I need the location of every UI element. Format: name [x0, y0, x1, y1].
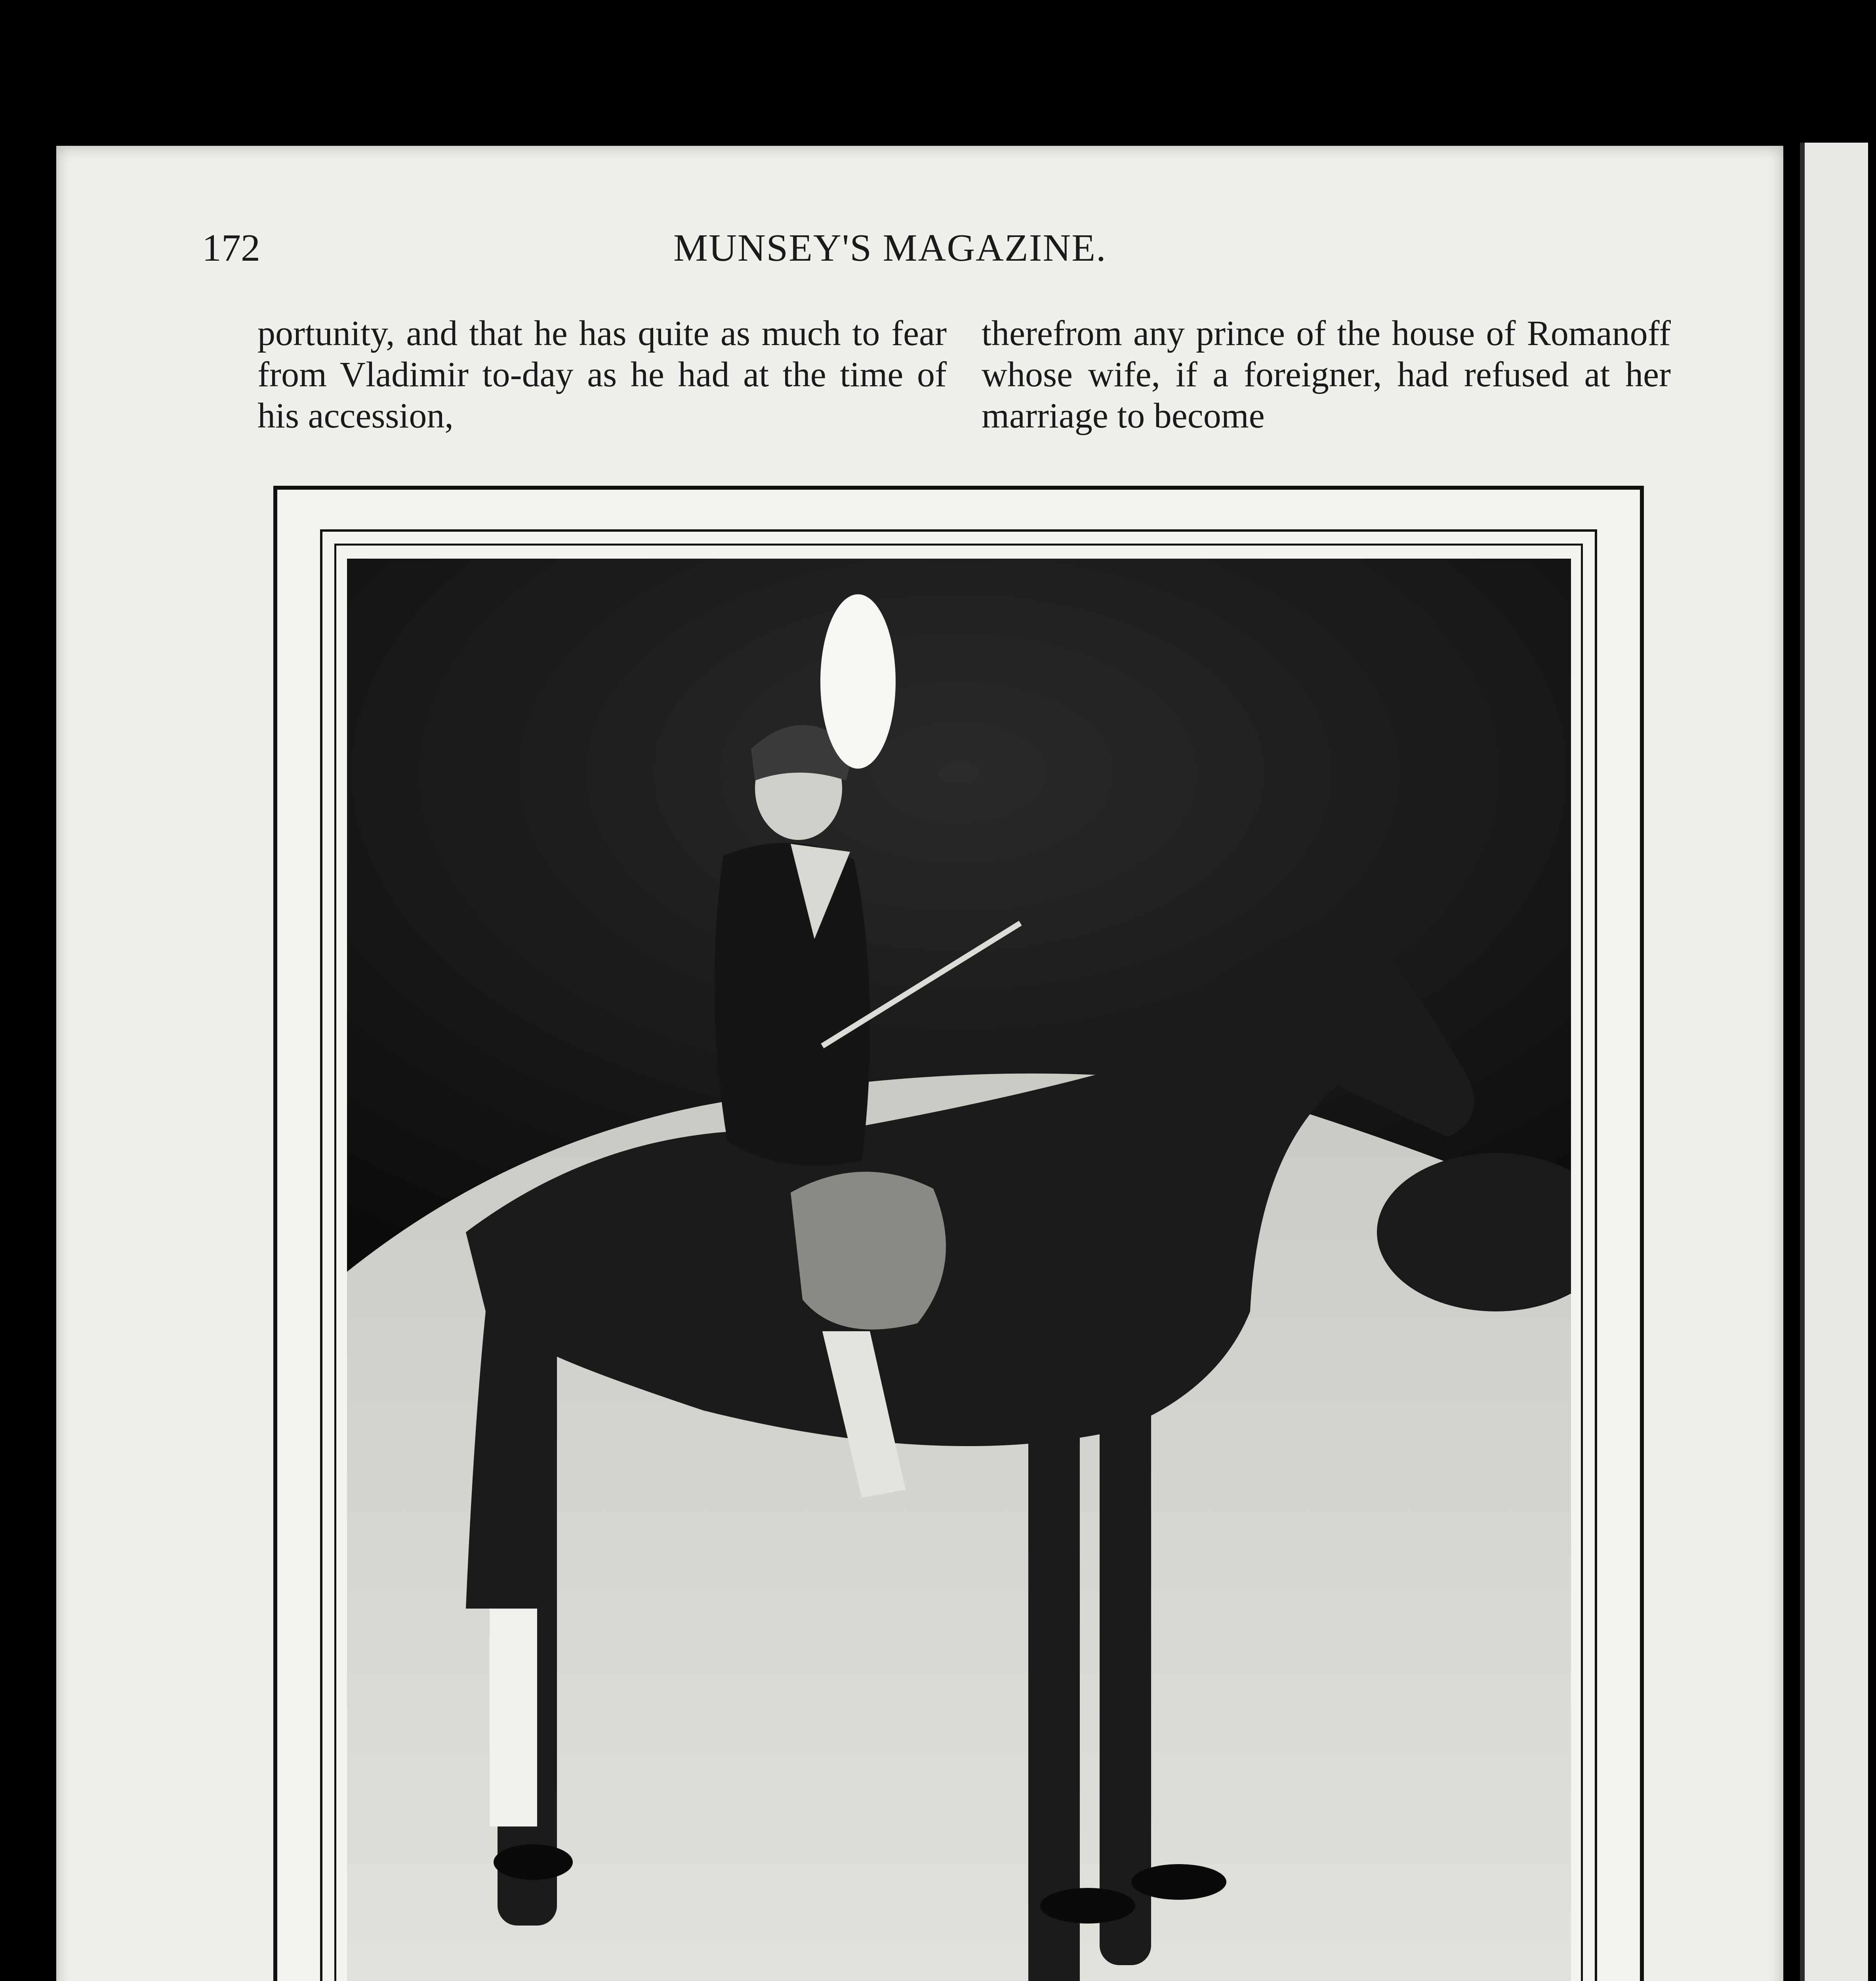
empress-on-horse-photograph [347, 559, 1571, 1981]
page-number: 172 [202, 227, 260, 269]
facing-page-edge [1800, 143, 1868, 1981]
top-left-text: portunity, and that he has quite as much to fear from Vladimir to-day as he had at the time of his accession, [257, 314, 947, 435]
top-right-column [982, 313, 1671, 437]
running-head: MUNSEY'S MAGAZINE. [673, 227, 1107, 269]
top-left-column [257, 313, 947, 437]
top-right-text: therefrom any prince of the house of Romanoff whose wife, if a foreigner, had refused at her marriage to become [982, 314, 1671, 435]
